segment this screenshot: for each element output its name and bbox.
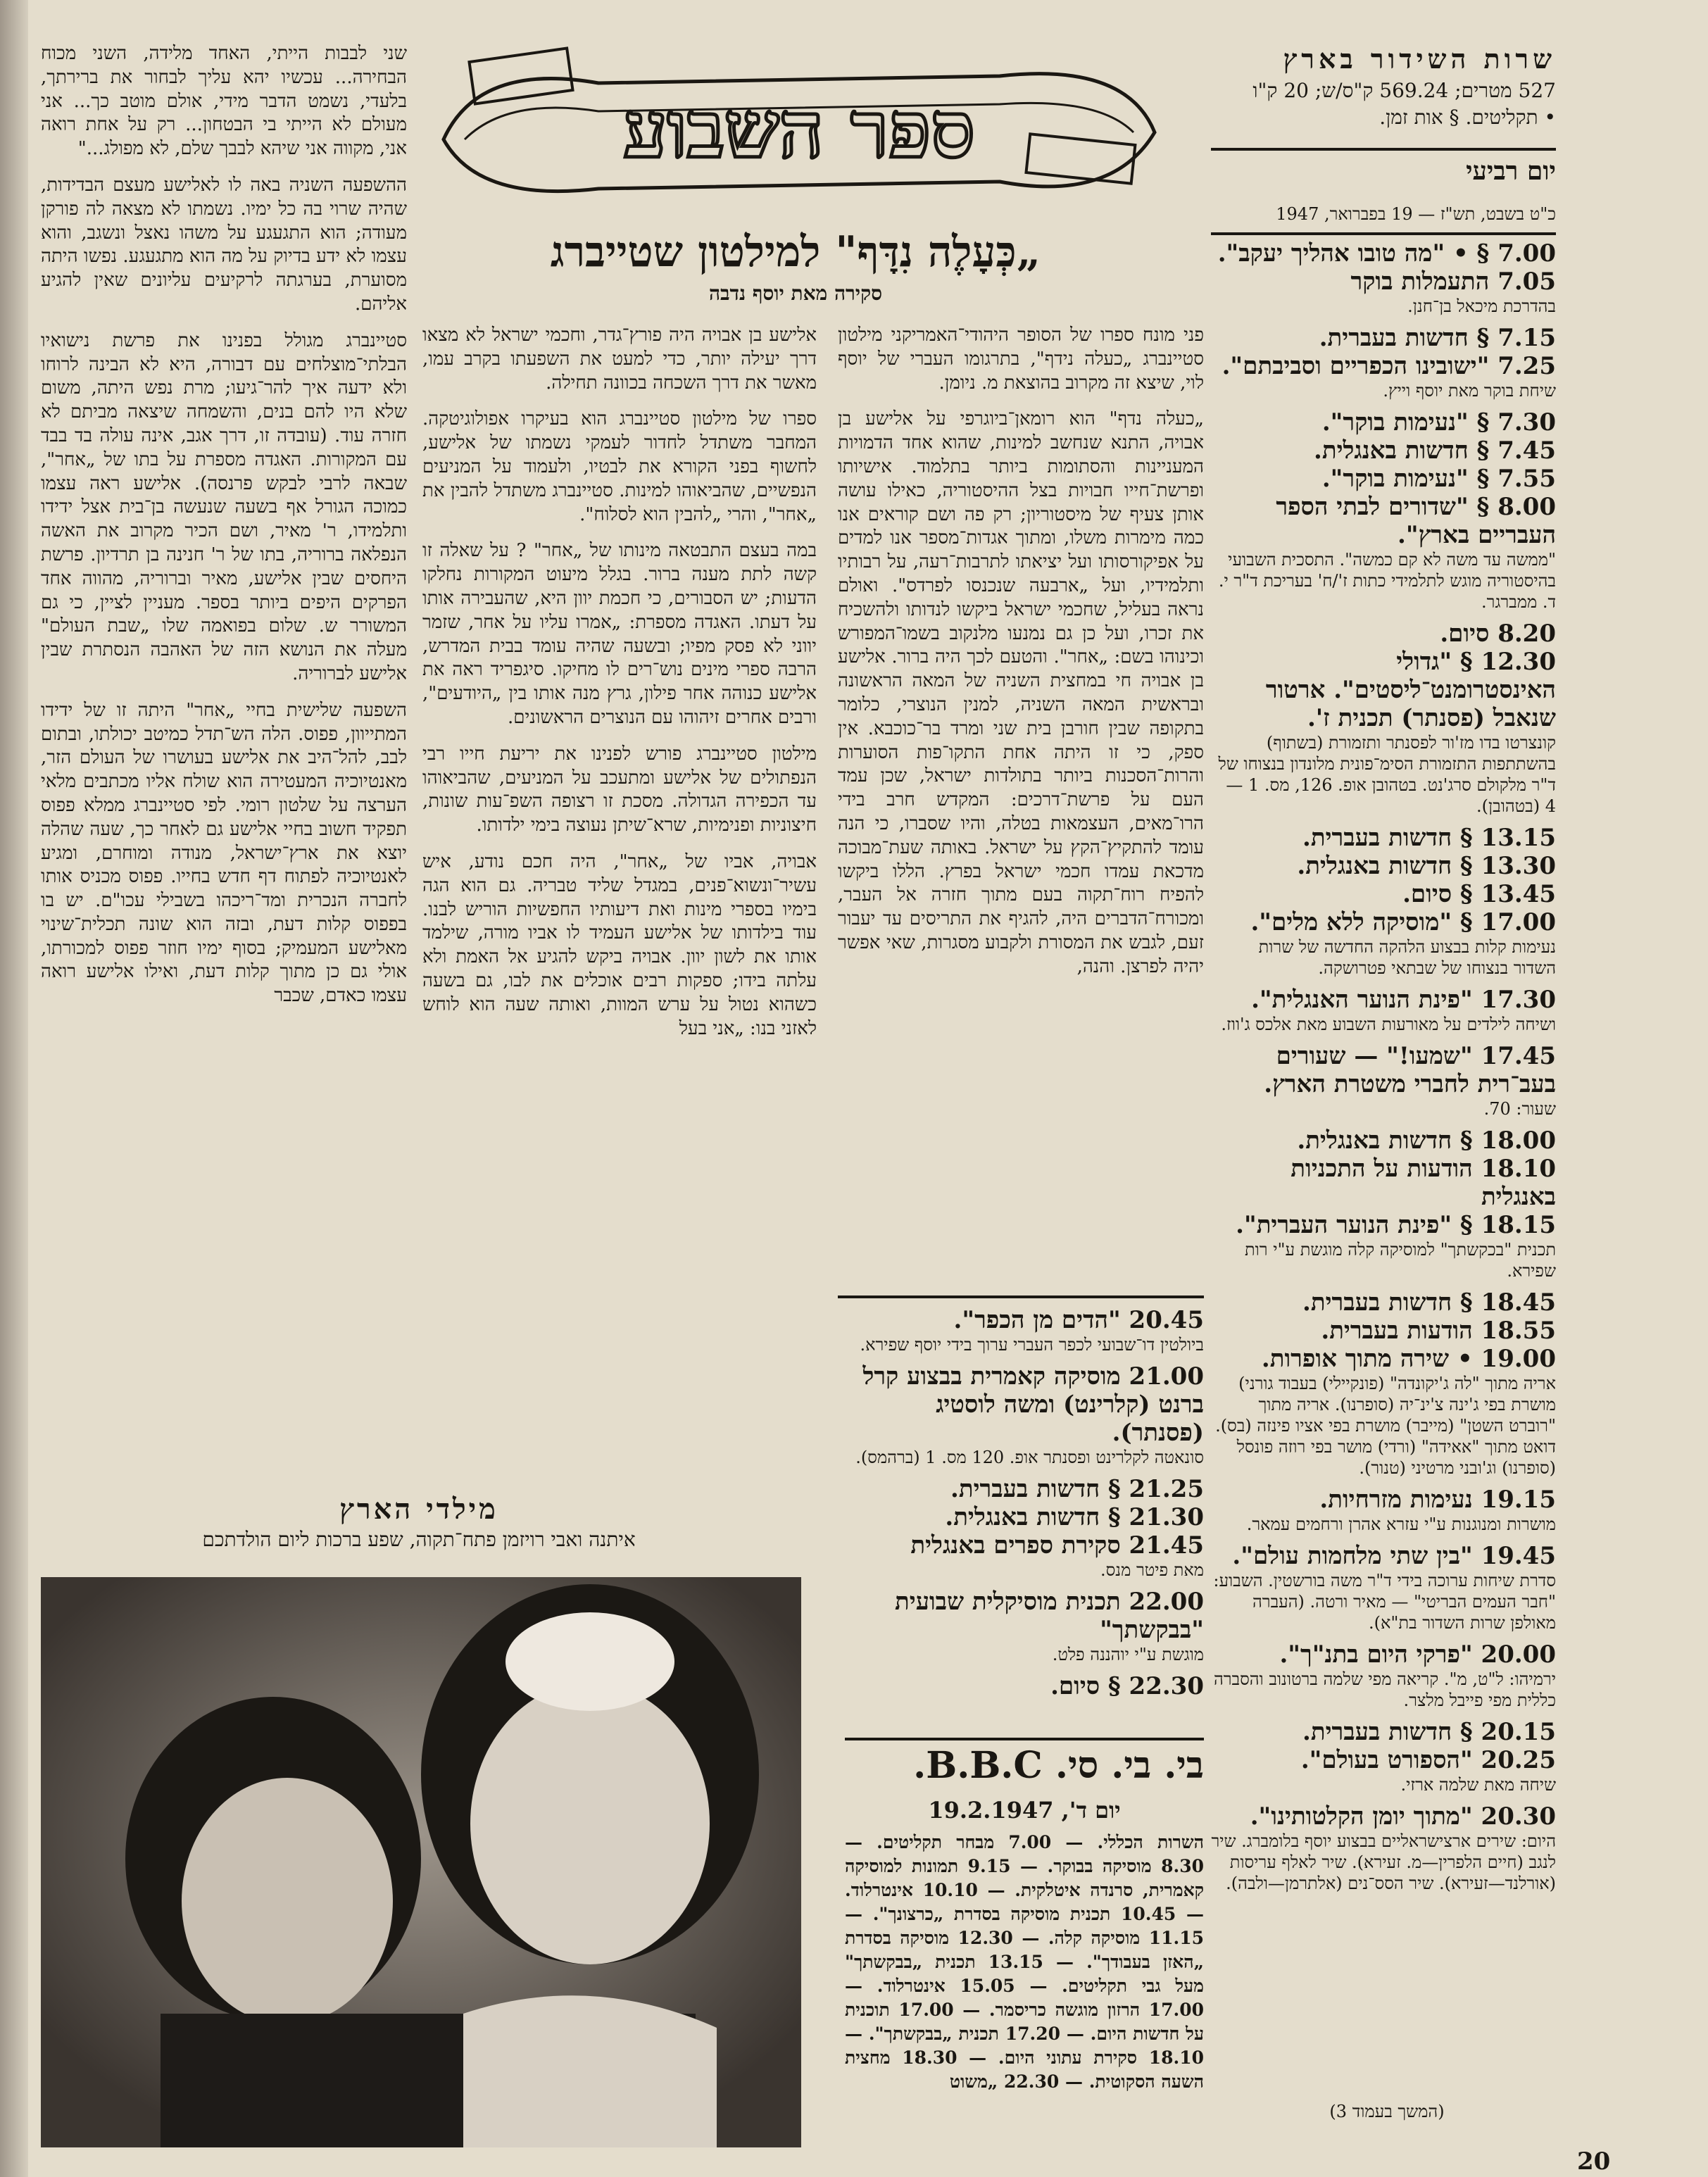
review-paragraph: ספרו של מילטון סטיינברג הוא בעיקרו אפולוגיטקה. המחבר משתדל לחדור לעמקי נשמתו של אלישע, לחשוף בפני הקורא את לבטיו, ולעמוד על המניעים הנפשיים, שהביאוהו למינות. סטיינברג משתדל להבין את „אחר", והרי „להבין הוא לסלוח". [422,408,817,525]
book-of-week-banner [422,34,1176,217]
program-item: 18.45 § חדשות בעברית. [1302,1288,1556,1317]
program-item: 13.30 § חדשות באנגלית. [1297,852,1556,880]
program-item: 18.55 הודעות בעברית. [1321,1317,1556,1345]
program-item: 22.30 § סיום. [1050,1672,1204,1700]
program-item: 20.45 "הדים מן הכפר". [953,1306,1204,1334]
program-detail: סדרת שיחות ערוכה בידי ד"ר משה בורשטין. השבוע: "חבר העמים הבריטי" — מאיר ורטה. (העברה מאולפן שרות השדור בת"א). [1213,1571,1556,1633]
program-detail: היום: שירים ארצישראליים בבצוע יוסף בלומברג. שיר לנגב (חיים הלפרין—מ. זעירא). שיר לאלף עריסות (אורלנד—זעירא). שיר הסס־נים (אלתרמן—ולבה). [1211,1831,1556,1893]
program-item: 20.00 "פרקי היום בתנ"ך". [1279,1640,1556,1669]
review-paragraph: במה בעצם התבטאה מינותו של „אחר" ? על שאלה זו קשה לתת מענה ברור. בגלל מיעוט המקורות נחלקו הדעות; יש הסבורים, כי חכמת יוון היא, שהעבירה אותו על דעתו. האגדה מספרת: „אמרו עליו על אחר, שזמר יווני לא פסק מפיו; ובשעה שהיה עומד בבית המדרש, הרבה ספרי מינים נוש־רים לו מחיקו. סיגפריד ראה את אלישע כנוהה אחר פילון, גרץ מנה אותו בין „היודעים", ורבים אחרים זיהוהו עם הנוצרים הראשונים. [422,540,817,728]
divider [1211,232,1556,235]
program-item: 18.00 § חדשות באנגלית. [1297,1127,1556,1155]
continued-note: (המשך בעמוד 3) [1329,2102,1445,2121]
review-column-right [838,324,1204,1288]
radio-legend: • תקליטים. § אות זמן. [1379,106,1556,129]
program-item: 13.45 § סיום. [1402,880,1556,908]
program-detail: שיחה מאת שלמה ארזי. [1400,1775,1556,1795]
children-caption: איתנה ואבי רויזמן פתח־תקוה, שפע ברכות ליום הולדתכם [202,1528,636,1551]
program-item: 7.55 § "נעימות בוקר". [1321,465,1556,493]
program-detail: ירמיהו: ל"ט, מ". קריאה מפי שלמה ברטונוב והסברה כללית מפי פייבל מלצר. [1213,1669,1556,1710]
review-paragraph: ההשפעה השניה באה לו לאלישע מעצם הבדידות, שהיה שרוי בה כל ימיו. נשמתו לא מצאה לה פורקן מעודה; הוא התגעגע על משהו נאצל ונשגב, והוא עצמו לא ידע בדיוק על מה הוא מתגעגע. נפשו היתה מסוערת, בערגתה לרקיעים עליונים שאין להגיע אליהם. [41,174,407,315]
program-item: 13.15 § חדשות בעברית. [1302,824,1556,852]
radio-frequency: 527 מטרים; 569.24 ק"ס/ש; 20 ק"ו [1252,79,1556,102]
book-title: „כְּעָלֶה נִדָּף" למילטון שטייברג [550,227,1041,277]
divider [1211,148,1556,151]
program-detail: אריה מתוך "לה ג'יקונדה" (פונקיילי) בעבוד גורני) מושרת בפי ג'ינה צ'ינ־יה (סופרנו). אריה מתוך "רוברט השטן" (מייבר) מושרת בפי אציו פינזה (בס). דואט מתוך "אאידה" (ורדי) מושר בפי רוזה פונסל (סופרנו) וג'ובני מרטיני (טנור). [1215,1374,1556,1478]
program-list [1211,239,1556,2098]
program-item: 8.20 סיום. [1440,620,1556,648]
evening-program [838,1306,1204,1743]
review-paragraph: אבויה, אביו של „אחר", היה חכם נודע, איש עשיר־ונשוא־פנים, במגדל שליד טבריה. גם הוא הגה בימיו בספרי מינות ואת דיעותיו החפשיות הוריש לבנו. עוד בילדותו של אלישע העמיד לו אביו מורה, שילמד אותו את לשון יוון. אבויה ביקש להגיע אל האמת ולא עלתה בידו; ספקות רבים אוכלים את לבו, גם בשעה כשהוא נטול על ערש המוות, ואותה שעה הוא לוחש לאזני בנו: „אני בעל [422,851,817,1039]
program-detail: סונאטה לקלרינט ופסנתר אופ. 120 מס. 1 (ברהמס). [855,1448,1204,1467]
program-item: 7.15 § חדשות בעברית. [1319,324,1556,352]
bbc-title: בי. בי. סי. B.B.C. [913,1744,1204,1787]
program-item: 21.30 § חדשות באנגלית. [945,1503,1204,1531]
program-item: 21.45 סקירת ספרים באנגלית [910,1531,1204,1560]
program-detail: תכנית "בכקשתך" למוסיקה קלה מוגשת ע"י רות שפירא. [1245,1240,1556,1281]
review-paragraph: אלישע בן אבויה היה פורץ־גדר, וחכמי ישראל לא מצאו דרך יעילה יותר, כדי למעט את השפעתו בקרב עמו, מאשר את דרך השכחה בכוונה תחילה. [422,325,817,394]
program-item: 21.25 § חדשות בעברית. [950,1475,1204,1503]
program-detail: ושיחה לילדים על מאורעות השבוע מאת אלכס ג'ווז. [1221,1015,1556,1034]
children-heading: מילדי הארץ [339,1493,498,1526]
day-date: כ"ט בשבט, תש"ז — 19 בפברואר, 1947 [1276,204,1556,224]
program-detail: קונצרטו בדו מז'ור לפסנתר ותזמורת (בשתוף) בהשתתפות התזמורת הסימ־פונית מלונדון בנצוחו של ד"ר מלקולם סרג'נט. בטהובן אופ. 126, מס. 1 — 4 (בטהובן). [1218,733,1556,816]
program-item: 20.15 § חדשות בעברית. [1302,1718,1556,1746]
program-detail: נעימות קלות בבצוע הלהקה החדשה של שרות השדור בנצוחו של שבתאי פטרושקה. [1258,937,1556,978]
program-item: 7.45 § חדשות באנגלית. [1314,437,1556,465]
program-detail: שיחת בוקר מאת יוסף וייץ. [1383,381,1556,401]
review-paragraph: „כעלה נדף" הוא רומאן־ביוגרפי על אלישע בן אבויה, התנא שנחשב למינות, שהוא אחד הדמויות המעניינות והסתומות ביותר בתלמוד. אישיותו ופרשת־חייו חבויות בצל ההיסטוריה, כאילו עושה אותן צעיף של מיסטוריון; רק פה ושם קוראים אנו כמה מימרות משלו, ומתוך אגדות־מספר אנו למדים על אפיקורסותו ועל יציאתו לתרבות־רעה, על רבותיו ותלמידיו, ועל „ארבעה שנכנסו לפרדס". ואולם נראה בעליל, שחכמי ישראל ביקשו לנדותו ולהשכיח את זכרו, ועל כן גם נמנעו מלנקוב בשמו־המפורש וכינוהו בשם: „אחר". והטעם לכך היה ברור. אלישע בן אבויה חי במחצית השניה של המאה הראשונה ובראשית המאה השניה, למנין הנוצרי, כלומר בתקופה שבין חורבן בית שני ומרד בר־כוכבא. אין ספק, כי זו היתה אחת התקו־פות הסוערות והרות־הסכנות ביותר בתולדות ישראל, שכן עמד העם על פרשת־דרכים: המקדש חרב בידי הרו־מאים, העצמאות בטלה, והיו שסברו, כי הנה עומד להתקיץ־הקץ על ישראל. באותה שעת־מבוכה מדכאת עמדו חכמי ישראל בפרץ. הללו ביקשו להפיח רוח־תקוה בעם מתוך חזרה אל העבר, ומכורח־הדברים היה, להגיף את התריסים עד יעבור זעם, לגבש את המסורת ולקבוע מסגרות, שאי אפשר יהיה לפרצן. והנה, [838,408,1204,977]
program-item: 19.15 נעימות מזרחיות. [1319,1486,1556,1514]
program-detail: בהדרכת מיכאל בן־חנן. [1407,296,1556,316]
review-byline: סקירה מאת יוסף נדבה [708,282,883,305]
program-detail: מאת פיטר מנס. [1100,1560,1204,1580]
binding-fold [0,0,28,2177]
review-paragraph: סטיינברג מגולל בפנינו את פרשת נישואיו הבלתי־מוצלחים עם דבורה, היא לא הבינה לרוחו ולא ידעה איך להר־גיעו; מרת נפש היתה, משום שלא היו להם בנים, והשמחה שיצאה מביתם לא חזרה עוד. (עובדה זו, דרך אגב, אינה עולה בד בבד עם המקורות. האגדה מספרת על בתו של „אחר", שבאה לרבי לבקש פרנסה). אלישע ראה עצמו כמוכה הגורל אף בשעה שנעשה בן־בית אצל ידידו ותלמידו, ר' מאיר, ושם הכיר מקרוב את האשה הנפלאה ברוריה, בתו של ר' חנינה בן תרדיון. פרשת היחסים שבין אלישע, מאיר וברוריה, מהווה אחד הפרקים היפים ביותר בספר. מעניין לציין, כי גם המשורר ש. שלום בפואמה שלו „שבת העולם" מעלה את הנושא הזה של האהבה הנסתרת שבין אלישע לברוריה. [41,330,407,684]
program-item: 20.30 "מתוך יומן הקלטותינו". [1250,1802,1556,1831]
program-item: 17.45 "שמעו!" — שעורים בעב־רית לחברי משטרת הארץ. [1264,1042,1556,1098]
program-detail: מושרות ומנוגנות ע"י עזרא אהרן ורחמים עמאר. [1246,1514,1556,1534]
program-item: 22.00 תכנית מוסיקלית שבועית "בבקשתך" [895,1588,1204,1644]
review-paragraph: פני מונח ספרו של הסופר היהודי־האמריקני מילטון סטיינברג „כעלה נידף", בתרגומו העברי של יוסף לוי, שיצא זה מקרוב בהוצאת מ. ניומן. [838,325,1204,394]
radio-header [1211,41,1556,131]
program-item: 7.30 § "נעימות בוקר". [1321,408,1556,437]
page-number: 20 [1577,2147,1611,2176]
divider [845,1738,1204,1740]
review-paragraph: מילטון סטיינברג פורש לפנינו את יריעת חייו רבי הנפתולים של אלישע ומתעכב על המניעים, שהביאוהו עד הכפירה הגדולה. מסכת זו רצופה השפ־עות שונות, חיצוניות ופנימיות, שרא־שיתן נעוצה בימי ילדותו. [422,743,817,836]
program-item: 8.00 § "שדורים לבתי הספר העבריים בארץ". [1276,493,1556,549]
program-detail: שעור: 70. [1483,1099,1556,1119]
program-item: 19.00 • שירה מתוך אופרות. [1261,1345,1556,1373]
bbc-schedule: השרות הכללי. — 7.00 מבחר תקליטים. — 8.30 מוסיקה בבוקר. — 9.15 תמונות למוסיקה קאמרית, סרנדה איטלקית. — 10.10 אינטרלוד. — 10.45 תכנית מוסיקה בסדרת „כרצונך". — 11.15 מוסיקה קלה. — 12.30 מוסיקה בסדרת „האזן בעבודך". — 13.15 תכנית „בבקשתך" מעל גבי תקליטים. — 15.05 אינטרלוד. — 17.00 הרזון מוגשה כריסמר. — 17.00 תוכנית על חדשות היום. — 17.20 תכנית „בבקשתך". — 18.10 סקירת עתוני היום. — 18.30 מחצית השעה הסקוטית. — 22.30 „משוט [845,1832,1204,2092]
program-item: 17.00 § "מוסיקה ללא מלים". [1250,908,1556,936]
program-item: 19.45 "בין שתי מלחמות עולם". [1232,1542,1556,1570]
program-item: 7.00 § • "מה טובו אהליך יעקב". [1217,239,1556,268]
review-column-left [422,324,817,1479]
banner-text: ספר השבוע [623,84,975,175]
review-column-far [41,42,407,1479]
bbc-date: יום ד', 19.2.1947 [928,1797,1121,1824]
program-item: 20.25 "הספורט בעולם". [1300,1746,1556,1774]
program-item: 7.05 התעמלות בוקר [1350,268,1556,296]
children-photo [41,1577,801,2147]
review-paragraph: שני לבבות הייתי, האחד מלידה, השני מכוח הבחירה... עכשיו יהא עליך לבחור את ברירתך, בלעדי, נשמט הדבר מידי, אולם מוטב כך... אני מעולם לא הייתי בי הבטחון... רק על אחת רואה אני, מקווה אני שיהא לבבך שלם, לא מפולג..." [41,43,407,160]
program-item: 18.10 הודעות על התכניות באנגלית [1291,1155,1556,1211]
program-item: 12.30 § "גדולי האינסטרומנט־ליסטים". ארטור שנאבל (פסנתר) תכנית ז'. [1265,648,1556,732]
divider [838,1295,1204,1298]
program-detail: ביולטין דו־שבועי לכפר העברי ערוך בידי יוסף שפירא. [860,1335,1204,1355]
day-title: יום רביעי [1466,156,1556,186]
program-item: 17.30 "פינת הנוער האנגלית". [1251,986,1556,1014]
program-detail: מוגשת ע"י יוהננה פלט. [1052,1645,1204,1664]
review-paragraph: השפעה שלישית בחיי „אחר" היתה זו של ידידו המתייוון, פפוס. הלה הש־תדל כמיטב יכולתו, ובתום לבב, להל־היב את אלישע בעושרו של העולם הזר, מאנטיוכיה המעטירה הוא שולח אליו מכתבים מלאי הערצה על שלטון רומי. לפי סטיינברג ממלא פפוס תפקיד חשוב בחיי אלישע גם לאחר כך, שעה שהלה יוצא את ארץ־ישראל, מנודה ומוחרם, ומגיע לאנטיוכיה לפתוח דף חדש בחייו. פפוס מכניס אותו לחברה הנכרית ומד־ריכהו בשבילי עכו"ם. יש בו בפפוס קלות דעת, ובזה הוא שונה תכלית־שינוי מאלישע המעמיק; בסוף ימיו חוזר פפוס למכורתו, אולי גם כן מתוך קלות דעת, ואילו אלישע רואה עצמו כאדם, שכבר [41,699,407,1007]
program-item: 21.00 מוסיקה קאמרית בבצוע קרל ברנט (קלרינט) ומשה לוסטיג (פסנתר). [862,1362,1204,1447]
radio-title: שרות השידור בארץ [1283,43,1556,75]
program-detail: "ממשה עד משה לא קם כמשה". התסכית השבועי בהיסטוריה מוגש לתלמידי כתות ז'/ח' בעריכת ד"ר י. ד. ממברגר. [1218,550,1556,612]
program-item: 18.15 § "פינת הנוער העברית". [1236,1211,1556,1239]
program-item: 7.25 "ישובינו הכפריים וסביבתם". [1222,352,1556,380]
